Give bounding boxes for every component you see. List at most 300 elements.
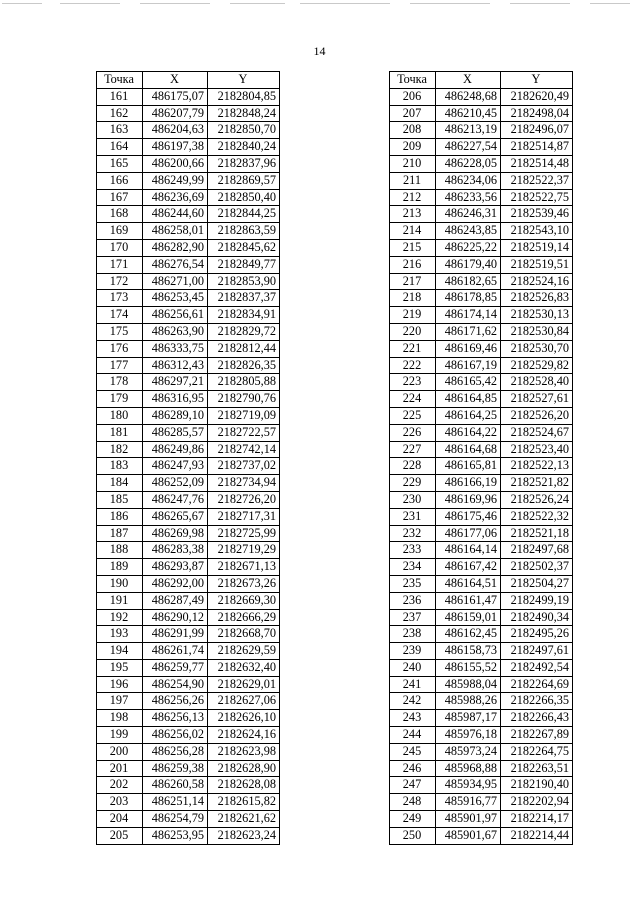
table-row: [97, 357, 280, 374]
x-cell: 486253,45: [143, 290, 208, 307]
y-cell: 2182498,04: [501, 105, 573, 122]
x-cell: 486258,01: [143, 223, 208, 240]
point-cell: 194: [97, 643, 143, 660]
table-row: [97, 323, 280, 340]
point-cell: 208: [390, 122, 436, 139]
point-cell: 250: [390, 827, 436, 844]
point-cell: 222: [390, 357, 436, 374]
y-cell: 2182826,35: [208, 357, 280, 374]
point-cell: 232: [390, 525, 436, 542]
header-y: Y: [501, 72, 573, 89]
y-cell: 2182668,70: [208, 626, 280, 643]
table-row: [97, 407, 280, 424]
y-cell: 2182853,90: [208, 273, 280, 290]
table-row: [390, 525, 573, 542]
point-cell: 223: [390, 374, 436, 391]
x-cell: 485987,17: [436, 710, 501, 727]
x-cell: 486213,19: [436, 122, 501, 139]
point-cell: 230: [390, 491, 436, 508]
table-row: [390, 357, 573, 374]
point-cell: 231: [390, 508, 436, 525]
point-cell: 183: [97, 458, 143, 475]
x-cell: 486178,85: [436, 290, 501, 307]
x-cell: 486164,14: [436, 542, 501, 559]
point-cell: 187: [97, 525, 143, 542]
y-cell: 2182214,44: [501, 827, 573, 844]
y-cell: 2182519,51: [501, 256, 573, 273]
x-cell: 486164,25: [436, 407, 501, 424]
point-cell: 218: [390, 290, 436, 307]
x-cell: 486165,81: [436, 458, 501, 475]
point-cell: 200: [97, 743, 143, 760]
x-cell: 486236,69: [143, 189, 208, 206]
table-row: [97, 811, 280, 828]
y-cell: 2182671,13: [208, 559, 280, 576]
y-cell: 2182629,01: [208, 676, 280, 693]
header-y: Y: [208, 72, 280, 89]
table-row: [97, 559, 280, 576]
table-row: [390, 374, 573, 391]
y-cell: 2182719,09: [208, 407, 280, 424]
table-row: [97, 206, 280, 223]
x-cell: 486243,85: [436, 223, 501, 240]
table-row: [390, 407, 573, 424]
x-cell: 486197,38: [143, 139, 208, 156]
table-row: [390, 458, 573, 475]
table-row: [97, 139, 280, 156]
x-cell: 485968,88: [436, 760, 501, 777]
table-row: [390, 122, 573, 139]
x-cell: 486167,42: [436, 559, 501, 576]
table-row: [390, 256, 573, 273]
table-row: [97, 340, 280, 357]
table-row: [390, 424, 573, 441]
point-cell: 169: [97, 223, 143, 240]
y-cell: 2182845,62: [208, 239, 280, 256]
point-cell: 214: [390, 223, 436, 240]
y-cell: 2182530,84: [501, 323, 573, 340]
y-cell: 2182849,77: [208, 256, 280, 273]
y-cell: 2182524,16: [501, 273, 573, 290]
table-row: [97, 239, 280, 256]
scan-artifact-line: [0, 2, 639, 6]
y-cell: 2182264,69: [501, 676, 573, 693]
y-cell: 2182837,37: [208, 290, 280, 307]
table-row: [390, 189, 573, 206]
point-cell: 165: [97, 155, 143, 172]
point-cell: 249: [390, 811, 436, 828]
table-row: [97, 391, 280, 408]
point-cell: 190: [97, 575, 143, 592]
x-cell: 486166,19: [436, 475, 501, 492]
table-row: [390, 139, 573, 156]
x-cell: 486227,54: [436, 139, 501, 156]
point-cell: 215: [390, 239, 436, 256]
table-row: [390, 559, 573, 576]
table-row: [97, 592, 280, 609]
coordinates-table-right: [389, 71, 573, 845]
table-row: [97, 458, 280, 475]
table-row: [390, 743, 573, 760]
y-cell: 2182632,40: [208, 659, 280, 676]
x-cell: 486256,28: [143, 743, 208, 760]
x-cell: 486263,90: [143, 323, 208, 340]
x-cell: 486254,90: [143, 676, 208, 693]
table-row: [97, 155, 280, 172]
x-cell: 486333,75: [143, 340, 208, 357]
y-cell: 2182528,40: [501, 374, 573, 391]
y-cell: 2182615,82: [208, 794, 280, 811]
point-cell: 207: [390, 105, 436, 122]
x-cell: 486175,46: [436, 508, 501, 525]
x-cell: 486256,13: [143, 710, 208, 727]
x-cell: 486287,49: [143, 592, 208, 609]
y-cell: 2182666,29: [208, 609, 280, 626]
y-cell: 2182530,13: [501, 307, 573, 324]
point-cell: 213: [390, 206, 436, 223]
x-cell: 485901,97: [436, 811, 501, 828]
y-cell: 2182502,37: [501, 559, 573, 576]
y-cell: 2182628,08: [208, 777, 280, 794]
x-cell: 486164,51: [436, 575, 501, 592]
x-cell: 485901,67: [436, 827, 501, 844]
x-cell: 485973,24: [436, 743, 501, 760]
x-cell: 486297,21: [143, 374, 208, 391]
table-row: [390, 88, 573, 105]
x-cell: 485976,18: [436, 727, 501, 744]
point-cell: 179: [97, 391, 143, 408]
y-cell: 2182504,27: [501, 575, 573, 592]
point-cell: 193: [97, 626, 143, 643]
x-cell: 486256,26: [143, 693, 208, 710]
table-row: [97, 273, 280, 290]
point-cell: 243: [390, 710, 436, 727]
table-row: [97, 122, 280, 139]
y-cell: 2182521,18: [501, 525, 573, 542]
point-cell: 234: [390, 559, 436, 576]
x-cell: 486177,06: [436, 525, 501, 542]
y-cell: 2182202,94: [501, 794, 573, 811]
y-cell: 2182805,88: [208, 374, 280, 391]
point-cell: 239: [390, 643, 436, 660]
x-cell: 486171,62: [436, 323, 501, 340]
point-cell: 246: [390, 760, 436, 777]
x-cell: 486174,14: [436, 307, 501, 324]
table-row: [390, 693, 573, 710]
y-cell: 2182522,75: [501, 189, 573, 206]
table-row: [390, 441, 573, 458]
x-cell: 486290,12: [143, 609, 208, 626]
y-cell: 2182742,14: [208, 441, 280, 458]
x-cell: 486254,79: [143, 811, 208, 828]
x-cell: 486179,40: [436, 256, 501, 273]
y-cell: 2182522,13: [501, 458, 573, 475]
y-cell: 2182524,67: [501, 424, 573, 441]
table-row: [390, 659, 573, 676]
point-cell: 205: [97, 827, 143, 844]
y-cell: 2182527,61: [501, 391, 573, 408]
x-cell: 486248,68: [436, 88, 501, 105]
table-row: [97, 693, 280, 710]
table-row: [390, 491, 573, 508]
x-cell: 486285,57: [143, 424, 208, 441]
y-cell: 2182869,57: [208, 172, 280, 189]
x-cell: 486259,77: [143, 659, 208, 676]
x-cell: 486289,10: [143, 407, 208, 424]
table-row: [97, 794, 280, 811]
point-cell: 237: [390, 609, 436, 626]
x-cell: 486293,87: [143, 559, 208, 576]
x-cell: 486256,61: [143, 307, 208, 324]
y-cell: 2182804,85: [208, 88, 280, 105]
x-cell: 486312,43: [143, 357, 208, 374]
point-cell: 161: [97, 88, 143, 105]
y-cell: 2182263,51: [501, 760, 573, 777]
point-cell: 197: [97, 693, 143, 710]
y-cell: 2182834,91: [208, 307, 280, 324]
y-cell: 2182514,87: [501, 139, 573, 156]
point-cell: 184: [97, 475, 143, 492]
y-cell: 2182539,46: [501, 206, 573, 223]
point-cell: 204: [97, 811, 143, 828]
point-cell: 196: [97, 676, 143, 693]
y-cell: 2182812,44: [208, 340, 280, 357]
y-cell: 2182837,96: [208, 155, 280, 172]
coordinates-table-left: [96, 71, 280, 845]
table-row: [390, 172, 573, 189]
x-cell: 486164,85: [436, 391, 501, 408]
table-row: [97, 374, 280, 391]
point-cell: 235: [390, 575, 436, 592]
y-cell: 2182848,24: [208, 105, 280, 122]
x-cell: 486164,22: [436, 424, 501, 441]
x-cell: 486234,06: [436, 172, 501, 189]
y-cell: 2182526,20: [501, 407, 573, 424]
y-cell: 2182734,94: [208, 475, 280, 492]
point-cell: 238: [390, 626, 436, 643]
table-row: [390, 508, 573, 525]
header-x: X: [436, 72, 501, 89]
table-header-row: [97, 72, 280, 89]
point-cell: 177: [97, 357, 143, 374]
table-row: [97, 609, 280, 626]
y-cell: 2182627,06: [208, 693, 280, 710]
table-row: [390, 307, 573, 324]
y-cell: 2182621,62: [208, 811, 280, 828]
table-row: [97, 172, 280, 189]
point-cell: 206: [390, 88, 436, 105]
point-cell: 226: [390, 424, 436, 441]
point-cell: 216: [390, 256, 436, 273]
point-cell: 198: [97, 710, 143, 727]
x-cell: 486271,00: [143, 273, 208, 290]
y-cell: 2182850,40: [208, 189, 280, 206]
point-cell: 163: [97, 122, 143, 139]
table-row: [390, 223, 573, 240]
y-cell: 2182190,40: [501, 777, 573, 794]
point-cell: 209: [390, 139, 436, 156]
x-cell: 486269,98: [143, 525, 208, 542]
table-row: [390, 609, 573, 626]
table-row: [390, 592, 573, 609]
table-row: [97, 491, 280, 508]
x-cell: 486204,63: [143, 122, 208, 139]
point-cell: 171: [97, 256, 143, 273]
header-point: Точка: [390, 72, 436, 89]
x-cell: 486276,54: [143, 256, 208, 273]
x-cell: 486210,45: [436, 105, 501, 122]
x-cell: 486228,05: [436, 155, 501, 172]
y-cell: 2182626,10: [208, 710, 280, 727]
table-row: [97, 710, 280, 727]
point-cell: 201: [97, 760, 143, 777]
point-cell: 167: [97, 189, 143, 206]
point-cell: 166: [97, 172, 143, 189]
y-cell: 2182519,14: [501, 239, 573, 256]
x-cell: 486291,99: [143, 626, 208, 643]
x-cell: 486260,58: [143, 777, 208, 794]
y-cell: 2182850,70: [208, 122, 280, 139]
table-row: [97, 290, 280, 307]
y-cell: 2182620,49: [501, 88, 573, 105]
x-cell: 486292,00: [143, 575, 208, 592]
point-cell: 229: [390, 475, 436, 492]
table-row: [390, 760, 573, 777]
y-cell: 2182725,99: [208, 525, 280, 542]
x-cell: 486261,74: [143, 643, 208, 660]
y-cell: 2182669,30: [208, 592, 280, 609]
table-row: [97, 542, 280, 559]
point-cell: 220: [390, 323, 436, 340]
x-cell: 486249,99: [143, 172, 208, 189]
point-cell: 195: [97, 659, 143, 676]
point-cell: 180: [97, 407, 143, 424]
y-cell: 2182526,24: [501, 491, 573, 508]
x-cell: 486161,47: [436, 592, 501, 609]
y-cell: 2182526,83: [501, 290, 573, 307]
header-point: Точка: [97, 72, 143, 89]
point-cell: 221: [390, 340, 436, 357]
table-row: [97, 189, 280, 206]
point-cell: 219: [390, 307, 436, 324]
y-cell: 2182214,17: [501, 811, 573, 828]
table-row: [97, 659, 280, 676]
y-cell: 2182863,59: [208, 223, 280, 240]
table-row: [97, 223, 280, 240]
point-cell: 225: [390, 407, 436, 424]
point-cell: 185: [97, 491, 143, 508]
point-cell: 174: [97, 307, 143, 324]
x-cell: 486200,66: [143, 155, 208, 172]
y-cell: 2182496,07: [501, 122, 573, 139]
table-row: [97, 743, 280, 760]
y-cell: 2182499,19: [501, 592, 573, 609]
y-cell: 2182521,82: [501, 475, 573, 492]
point-cell: 202: [97, 777, 143, 794]
point-cell: 236: [390, 592, 436, 609]
x-cell: 486249,86: [143, 441, 208, 458]
point-cell: 227: [390, 441, 436, 458]
y-cell: 2182264,75: [501, 743, 573, 760]
y-cell: 2182266,35: [501, 693, 573, 710]
point-cell: 248: [390, 794, 436, 811]
point-cell: 233: [390, 542, 436, 559]
point-cell: 212: [390, 189, 436, 206]
y-cell: 2182523,40: [501, 441, 573, 458]
table-row: [97, 575, 280, 592]
page-number: 14: [313, 44, 326, 58]
table-row: [97, 475, 280, 492]
point-cell: 203: [97, 794, 143, 811]
y-cell: 2182790,76: [208, 391, 280, 408]
x-cell: 486252,09: [143, 475, 208, 492]
table-row: [390, 105, 573, 122]
table-row: [390, 643, 573, 660]
point-cell: 242: [390, 693, 436, 710]
point-cell: 245: [390, 743, 436, 760]
table-row: [390, 340, 573, 357]
x-cell: 486225,22: [436, 239, 501, 256]
y-cell: 2182629,59: [208, 643, 280, 660]
point-cell: 186: [97, 508, 143, 525]
table-header-row: [390, 72, 573, 89]
table-row: [97, 424, 280, 441]
point-cell: 172: [97, 273, 143, 290]
x-cell: 486244,60: [143, 206, 208, 223]
y-cell: 2182719,29: [208, 542, 280, 559]
x-cell: 486155,52: [436, 659, 501, 676]
x-cell: 486182,65: [436, 273, 501, 290]
x-cell: 486167,19: [436, 357, 501, 374]
x-cell: 485916,77: [436, 794, 501, 811]
y-cell: 2182623,24: [208, 827, 280, 844]
x-cell: 486169,96: [436, 491, 501, 508]
header-x: X: [143, 72, 208, 89]
y-cell: 2182530,70: [501, 340, 573, 357]
y-cell: 2182543,10: [501, 223, 573, 240]
y-cell: 2182844,25: [208, 206, 280, 223]
x-cell: 486159,01: [436, 609, 501, 626]
x-cell: 486316,95: [143, 391, 208, 408]
table-row: [390, 155, 573, 172]
x-cell: 486175,07: [143, 88, 208, 105]
y-cell: 2182514,48: [501, 155, 573, 172]
y-cell: 2182492,54: [501, 659, 573, 676]
table-row: [390, 676, 573, 693]
x-cell: 486158,73: [436, 643, 501, 660]
table-row: [390, 542, 573, 559]
table-row: [97, 643, 280, 660]
point-cell: 191: [97, 592, 143, 609]
point-cell: 241: [390, 676, 436, 693]
x-cell: 486256,02: [143, 727, 208, 744]
table-row: [97, 626, 280, 643]
y-cell: 2182623,98: [208, 743, 280, 760]
table-row: [97, 88, 280, 105]
table-row: [97, 508, 280, 525]
point-cell: 189: [97, 559, 143, 576]
point-cell: 192: [97, 609, 143, 626]
point-cell: 181: [97, 424, 143, 441]
x-cell: 486207,79: [143, 105, 208, 122]
y-cell: 2182722,57: [208, 424, 280, 441]
y-cell: 2182840,24: [208, 139, 280, 156]
x-cell: 486253,95: [143, 827, 208, 844]
y-cell: 2182726,20: [208, 491, 280, 508]
x-cell: 486165,42: [436, 374, 501, 391]
x-cell: 485934,95: [436, 777, 501, 794]
table-row: [390, 323, 573, 340]
